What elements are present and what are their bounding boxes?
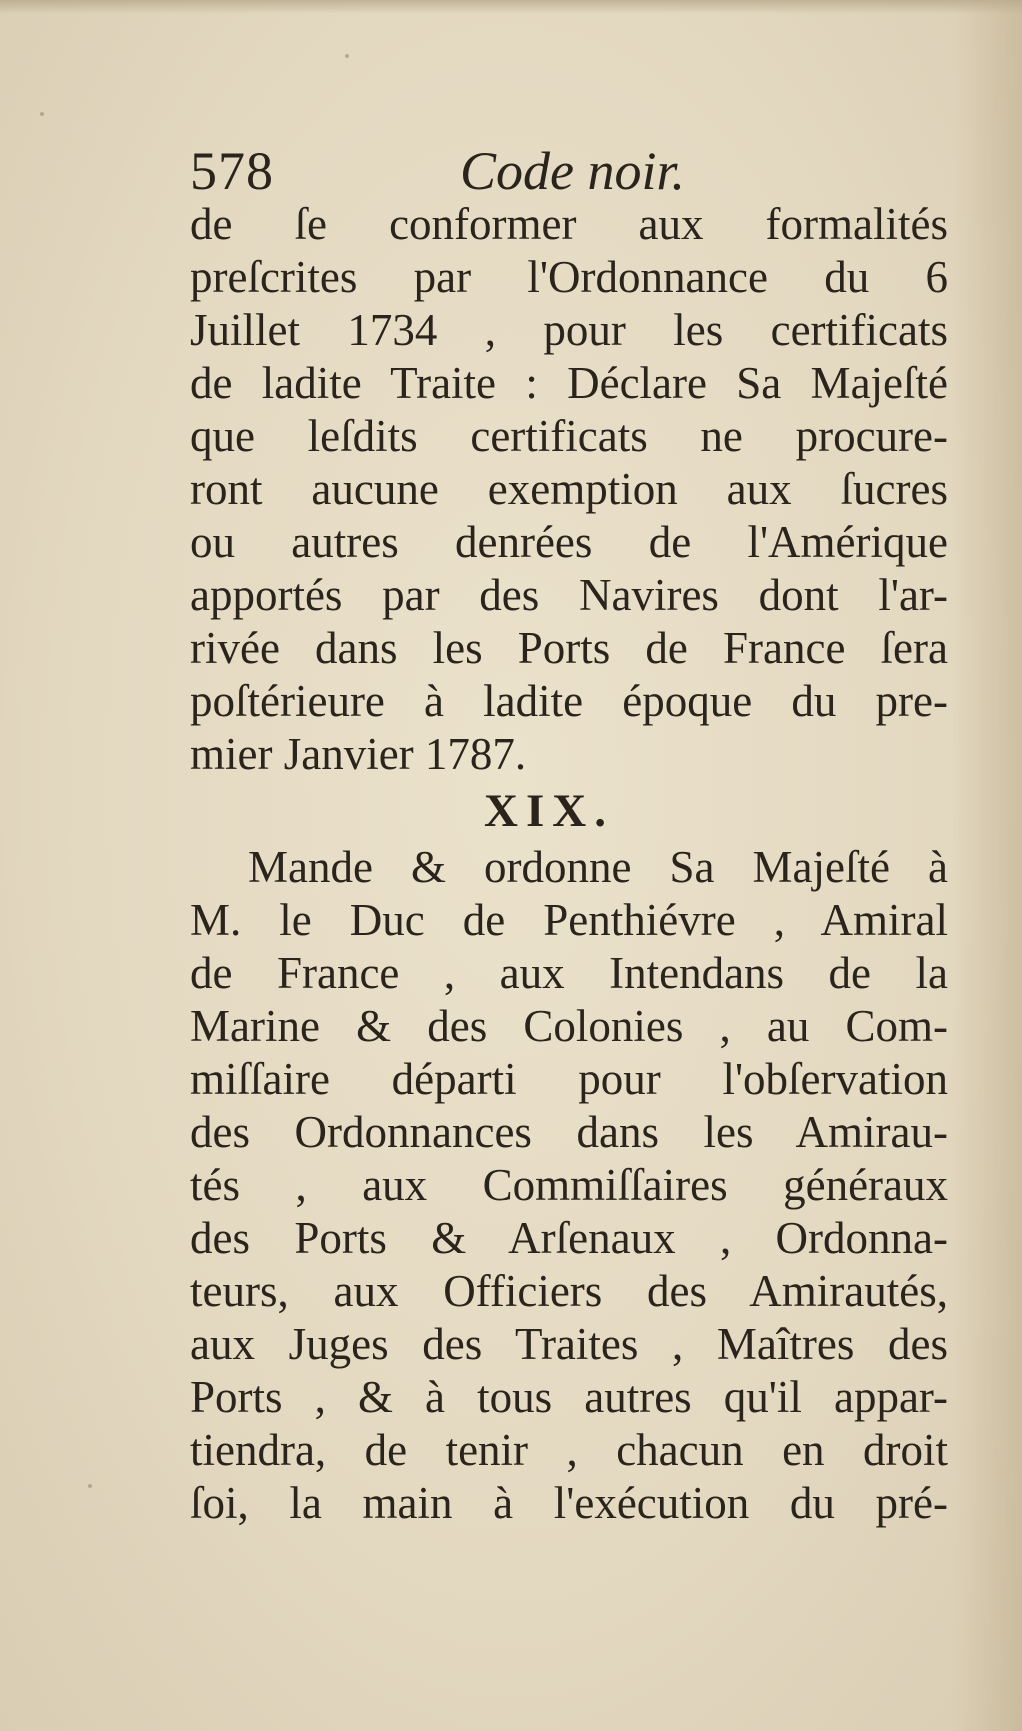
- text-line: de ladite Traite : Déclare Sa Majeſté: [190, 358, 948, 408]
- page-number: 578: [190, 141, 274, 201]
- text-line: rivée dans les Ports de France ſera: [190, 623, 948, 673]
- text-line: tiendra, de tenir , chacun en droit: [190, 1425, 948, 1475]
- text-line: teurs, aux Officiers des Amirautés,: [190, 1266, 948, 1316]
- text-line: mier Janvier 1787.: [190, 729, 527, 779]
- paper-speck: [40, 112, 44, 116]
- text-line: Marine & des Colonies , au Com-: [190, 1001, 948, 1051]
- page-header: [190, 138, 950, 204]
- text-line: de ſe conformer aux formalités: [190, 199, 948, 249]
- text-line: Mande & ordonne Sa Majeſté à: [248, 842, 948, 892]
- text-line: M. le Duc de Penthiévre , Amiral: [190, 895, 948, 945]
- text-line: preſcrites par l'Ordonnance du 6: [190, 252, 948, 302]
- text-line: apportés par des Navires dont l'ar-: [190, 570, 948, 620]
- page-edge-shadow: [952, 0, 1022, 1731]
- text-line: des Ordonnances dans les Amirau-: [190, 1107, 948, 1157]
- section-heading: XIX.: [484, 785, 614, 837]
- text-line: ſoi, la main à l'exécution du pré-: [190, 1478, 948, 1528]
- text-line: tés , aux Commiſſaires généraux: [190, 1160, 948, 1210]
- text-line: poſtérieure à ladite époque du pre-: [190, 676, 948, 726]
- text-line: Ports , & à tous autres qu'il appar-: [190, 1372, 948, 1422]
- text-line: que leſdits certificats ne procure-: [190, 411, 948, 461]
- text-line: ou autres denrées de l'Amérique: [190, 517, 948, 567]
- text-line: des Ports & Arſenaux , Ordonna-: [190, 1213, 948, 1263]
- paper-speck: [88, 1484, 92, 1488]
- text-line: de France , aux Intendans de la: [190, 948, 948, 998]
- text-line: Juillet 1734 , pour les certificats: [190, 305, 948, 355]
- text-line: ront aucune exemption aux ſucres: [190, 464, 948, 514]
- paper-speck: [345, 54, 349, 58]
- page-top-edge: [0, 0, 1022, 14]
- running-title: Code noir.: [460, 141, 686, 201]
- text-line: aux Juges des Traites , Maîtres des: [190, 1319, 948, 1369]
- text-line: miſſaire départi pour l'obſervation: [190, 1054, 948, 1104]
- body-text: [190, 198, 948, 1530]
